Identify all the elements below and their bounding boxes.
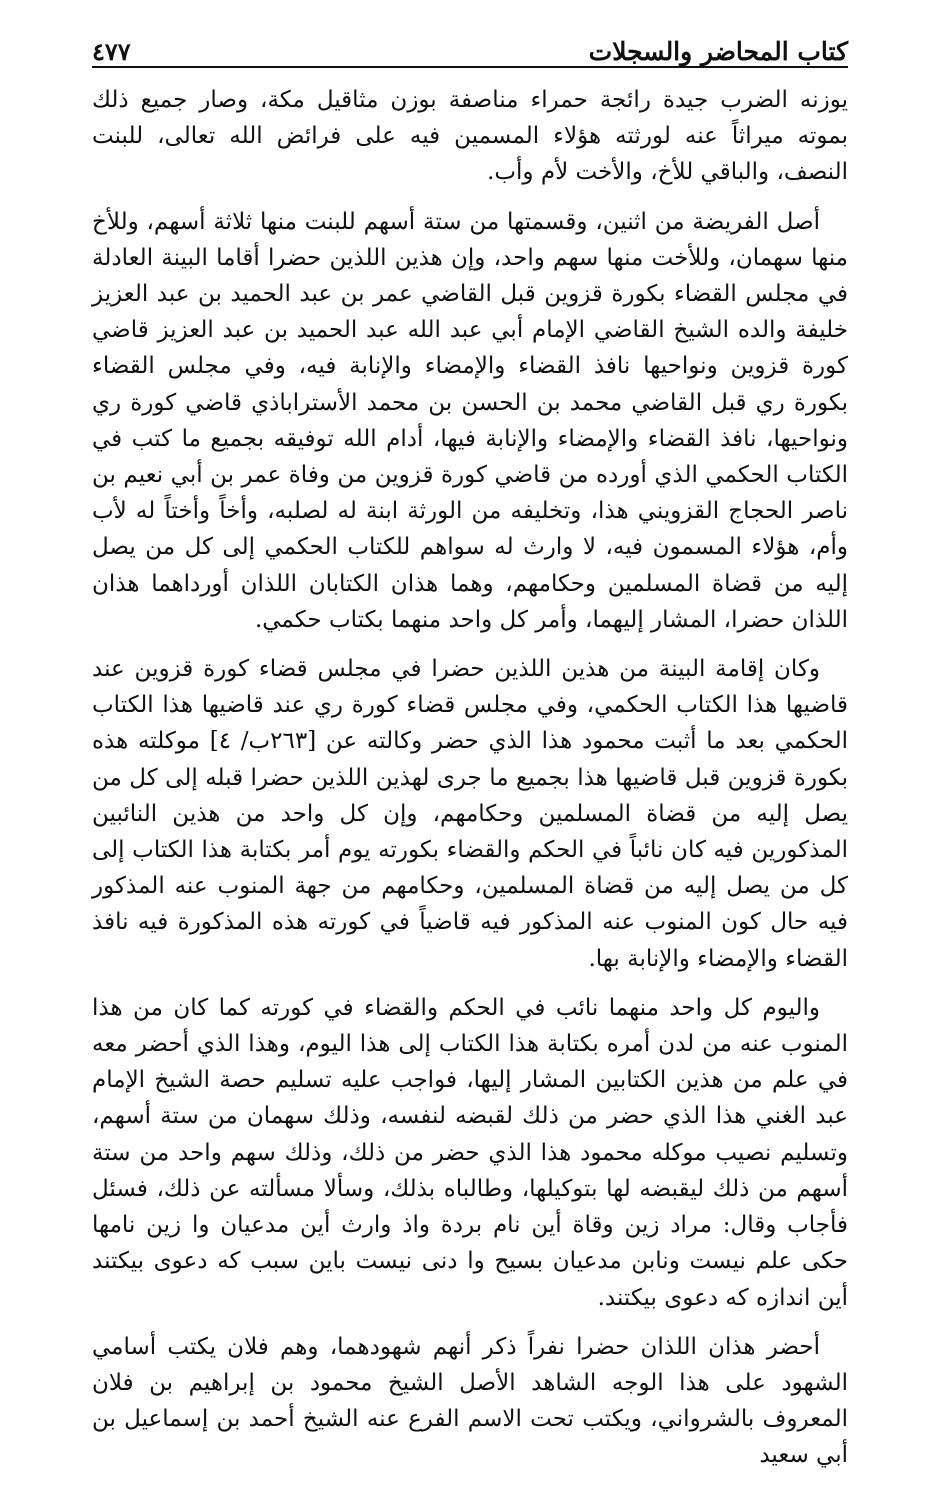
body-text — [92, 82, 848, 1487]
page-number: ٤٧٧ — [92, 37, 131, 66]
paragraph: يوزنه الضرب جيدة رائجة حمراء مناصفة بوزن مثاقيل مكة، وصار جميع ذلك بموته ميراثاً عنه لورثته هؤلاء المسمين فيه على فرائض الله تعالى، للبنت النصف، والباقي للأخ، والأخت لأم وأب. — [92, 87, 848, 186]
paragraph: وكان إقامة البينة من هذين اللذين حضرا في مجلس قضاء كورة قزوين عند قاضيها هذا الكتاب الحكمي، وفي مجلس قضاء كورة ري عند قاضيها هذا الكتاب الحكمي بعد ما أثبت محمود هذا الذي حضر وكالته عن [٢٦٣ب/ ٤] موكلته هذه بكورة قزوين قبل قاضيها هذا بجميع ما جرى لهذين اللذين حضرا قبله إلى كل من يصل إليه من قضاة المسلمين وحكامهم، وإن كل واحد من هذين النائبين المذكورين فيه كان نائباً في الحكم والقضاء بكورته يوم أمر بكتابة هذا الكتاب إلى كل من يصل إليه من قضاة المسلمين، وحكامهم من جهة المنوب عنه المذكور فيه حال كون المنوب عنه المذكور فيه قاضياً في كورته هذه المذكورة فيه نافذ القضاء والإمضاء والإنابة بها. — [92, 656, 849, 972]
page-header — [92, 22, 848, 64]
paragraph: أحضر هذان اللذان حضرا نفراً ذكر أنهم شهودهما، وهم فلان يكتب أسامي الشهود على هذا الوجه الشاهد الأصل الشيخ محمود بن إبراهيم بن فلان المعروف بالشرواني، ويكتب تحت الاسم الفرع عنه الشيخ أحمد بن إسماعيل بن أبي سعيد — [92, 1333, 848, 1469]
header-divider — [92, 66, 848, 68]
paragraph: أصل الفريضة من اثنين، وقسمتها من ستة أسهم للبنت منها ثلاثة أسهم، وللأخ منها سهمان، وللأخت منها سهم واحد، وإن هذين اللذين حضرا أقاما البينة العادلة في مجلس القضاء بكورة قزوين قبل القاضي عمر بن عبد الحميد بن عبد العزيز خليفة والده الشيخ القاضي الإمام أبي عبد الله عبد الحميد بن عبد العزيز قاضي كورة قزوين ونواحيها نافذ القضاء والإمضاء والإنابة فيه، وفي مجلس القضاء بكورة ري قبل القاضي محمد بن الحسن بن محمد الأستراباذي قاضي كورة ري ونواحيها، نافذ القضاء والإمضاء والإنابة فيها، أدام الله توفيقه بجميع ما كتب في الكتاب الحكمي الذي أورده من قاضي كورة قزوين من وفاة عمر بن أبي نعيم بن ناصر الحجاج القزويني هذا، وتخليفه من الورثة ابنة له لصلبه، وأخاً وأختاً له لأب وأم، هؤلاء المسمون فيه، لا وارث له سواهم للكتاب الحكمي إلى كل من يصل إليه من قضاة المسلمين وحكامهم، وهما هذان الكتابان اللذان أورداهما هذان اللذان حضرا، المشار إليهما، وأمر كل واحد منهما بكتاب حكمي. — [92, 208, 848, 633]
running-title: كتاب المحاضر والسجلات — [588, 37, 848, 66]
paragraph: واليوم كل واحد منهما نائب في الحكم والقضاء في كورته كما كان من هذا المنوب عنه من لدن أمره بكتابة هذا الكتاب إلى هذا اليوم، وهذا الذي أحضر معه في علم من هذين الكتابين المشار إليها، فواجب عليه تسليم حصة الشيخ الإمام عبد الغني هذا الذي حضر من ذلك لقبضه لنفسه، وذلك سهمان من ستة أسهم، وتسليم نصيب موكله محمود هذا الذي حضر من ذلك، وذلك سهم واحد من ستة أسهم من ذلك ليقبضه لها بتوكيلها، وطالباه بذلك، وسألا مسألته عن ذلك، فسئل فأجاب وقال: مراد زين وقاة أين نام بردة واذ وارث أين مدعيان وا زين نامها حكى علم نيست ونابن مدعيان بسيح وا دنى نيست باين سبب كه دعوى بيكتند أين اندازه كه دعوى بيكتند. — [92, 994, 848, 1311]
